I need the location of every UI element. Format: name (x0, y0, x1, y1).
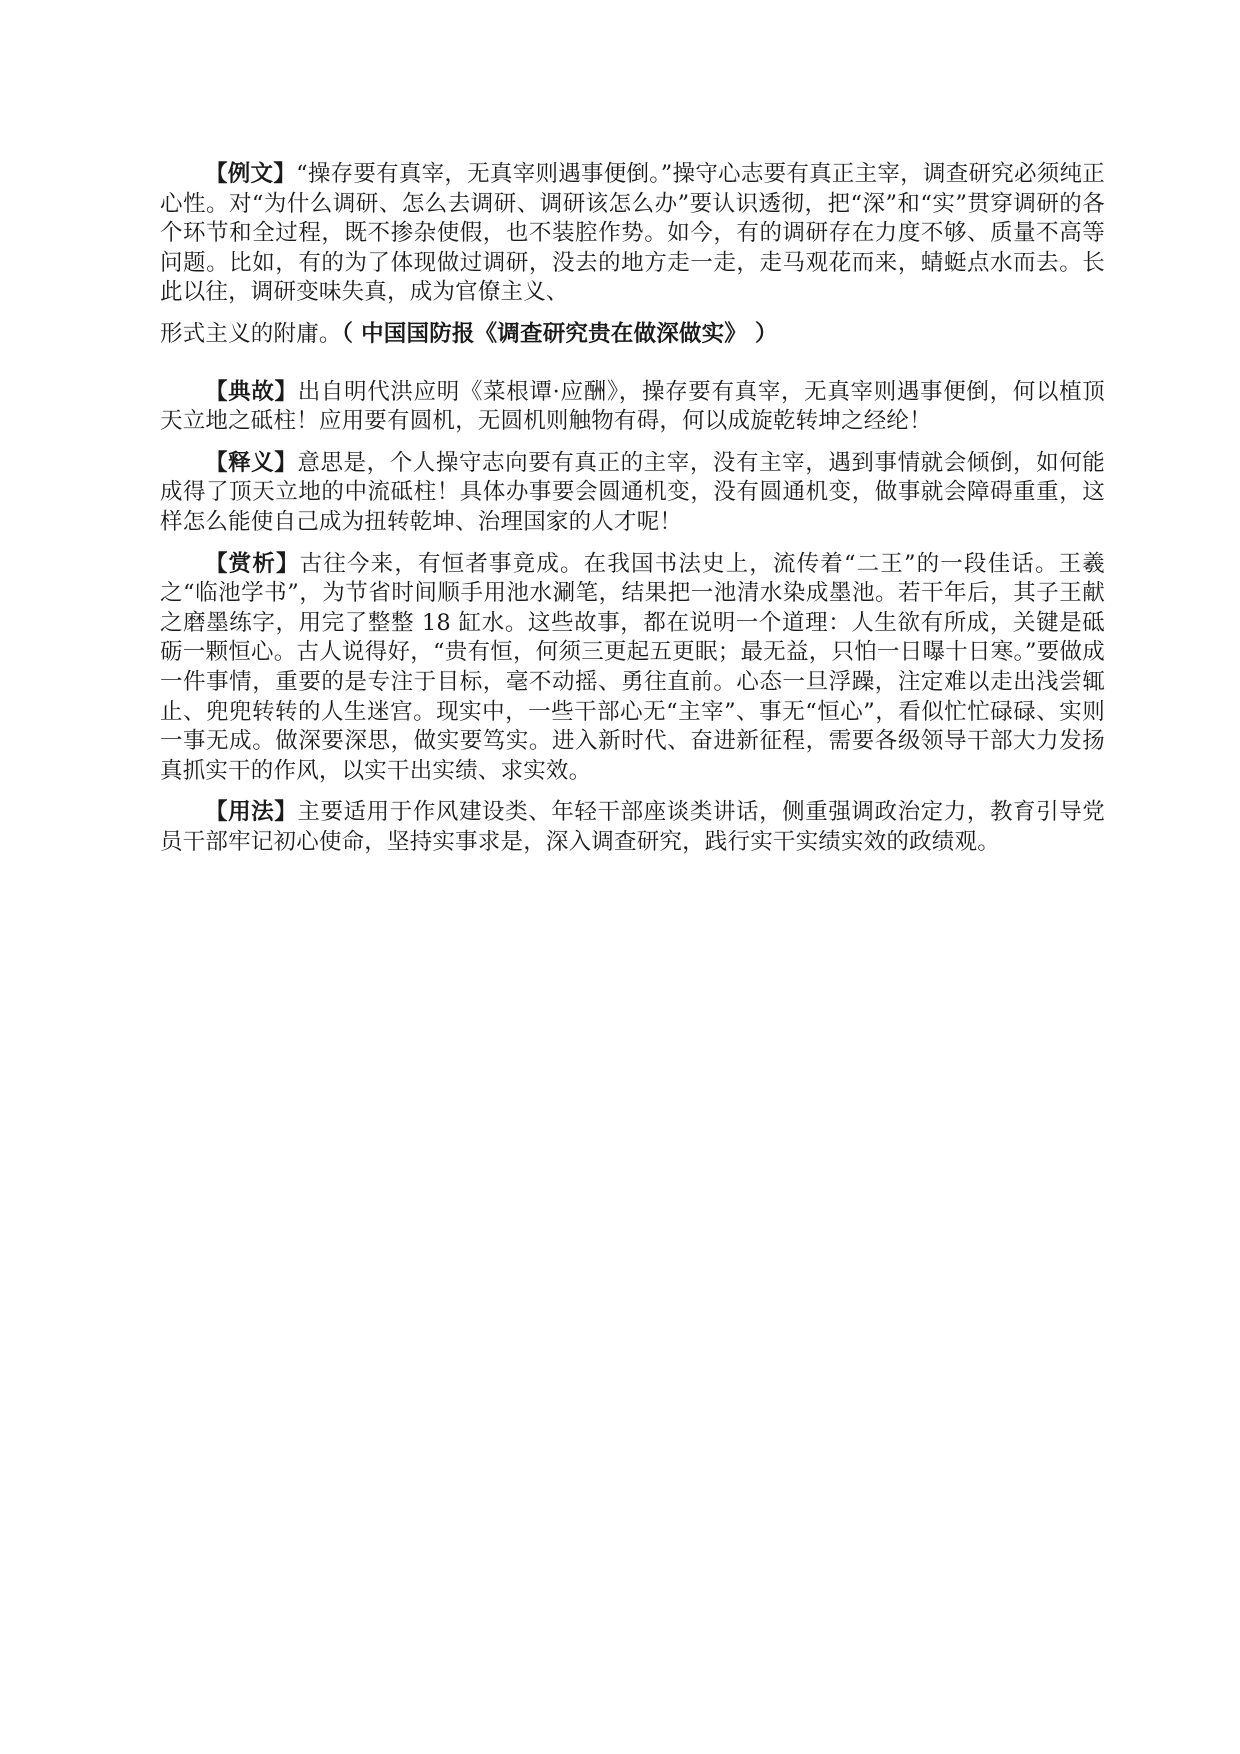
meaning-text: 意思是，个人操守志向要有真正的主宰，没有主宰，遇到事情就会倾倒，如何能成得了顶天立地的中流砥柱！具体办事要会圆通机变，没有圆通机变，做事就会障碍重重，这样怎么能使自己成为扭转乾坤、治理国家的人才呢！ (160, 449, 1105, 535)
appreciation-paragraph (160, 550, 1105, 787)
allusion-paragraph (160, 378, 1105, 437)
appreciation-text: 古往今来，有恒者事竟成。在我国书法史上，流传着“二王”的一段佳话。王羲之“临池学书”，为节省时间顺手用池水涮笔，结果把一池清水染成墨池。若干年后，其子王献之磨墨练字，用完了整整 18 缸水。这些故事，都在说明一个道理：人生欲有所成，关键是砥砺一颗恒心。古人说得好，“贵有恒，何须三更起五更眠；最无益，只怕一日曝十日寒。”要做成一件事情，重要的是专注于目标，毫不动摇、勇往直前。心态一旦浮躁，注定难以走出浅尝辄止、兜兜转转的人生迷宫。现实中，一些干部心无“主宰”、事无“恒心”，看似忙忙碌碌、实则一事无成。做深要深思，做实要笃实。进入新时代、奋进新征程，需要各级领导干部大力发扬真抓实干的作风，以实干出实绩、求实效。 (160, 550, 1105, 784)
example-last-line (160, 320, 1105, 350)
meaning-paragraph (160, 449, 1105, 538)
meaning-tag: 【释义】 (205, 449, 298, 476)
example-source: （ 中国国防报《调查研究贵在做深做实》 ） (341, 320, 778, 347)
allusion-tag: 【典故】 (205, 378, 298, 405)
allusion-text: 出自明代洪应明《菜根谭·应酬》，操存要有真宰，无真宰则遇事便倒，何以植顶天立地之砥柱！应用要有圆机，无圆机则触物有碍，何以成旋乾转坤之经纶！ (160, 378, 1105, 435)
usage-tag: 【用法】 (205, 799, 298, 826)
example-paragraph (160, 160, 1105, 350)
document-page (160, 160, 1105, 857)
example-tag: 【例文】 (205, 161, 297, 187)
usage-paragraph (160, 798, 1105, 857)
example-text: “操存要有真宰，无真宰则遇事便倒。”操守心志要有真正主宰，调查研究必须纯正心性。对“为什么调研、怎么去调研、调研该怎么办”要认识透彻，把“深”和“实”贯穿调研的各个环节和全过程，既不掺杂使假，也不装腔作势。如今，有的调研存在力度不够、质量不高等问题。比如，有的为了体现做过调研，没去的地方走一走，走马观花而来，蜻蜓点水而去。长此以往，调研变味失真，成为官僚主义、 (160, 161, 1105, 306)
usage-text: 主要适用于作风建设类、年轻干部座谈类讲话，侧重强调政治定力，教育引导党员干部牢记初心使命，坚持实事求是，深入调查研究，践行实干实绩实效的政绩观。 (160, 799, 1105, 855)
example-tail: 形式主义的附庸。 (160, 320, 342, 347)
appreciation-tag: 【赏析】 (205, 550, 300, 577)
